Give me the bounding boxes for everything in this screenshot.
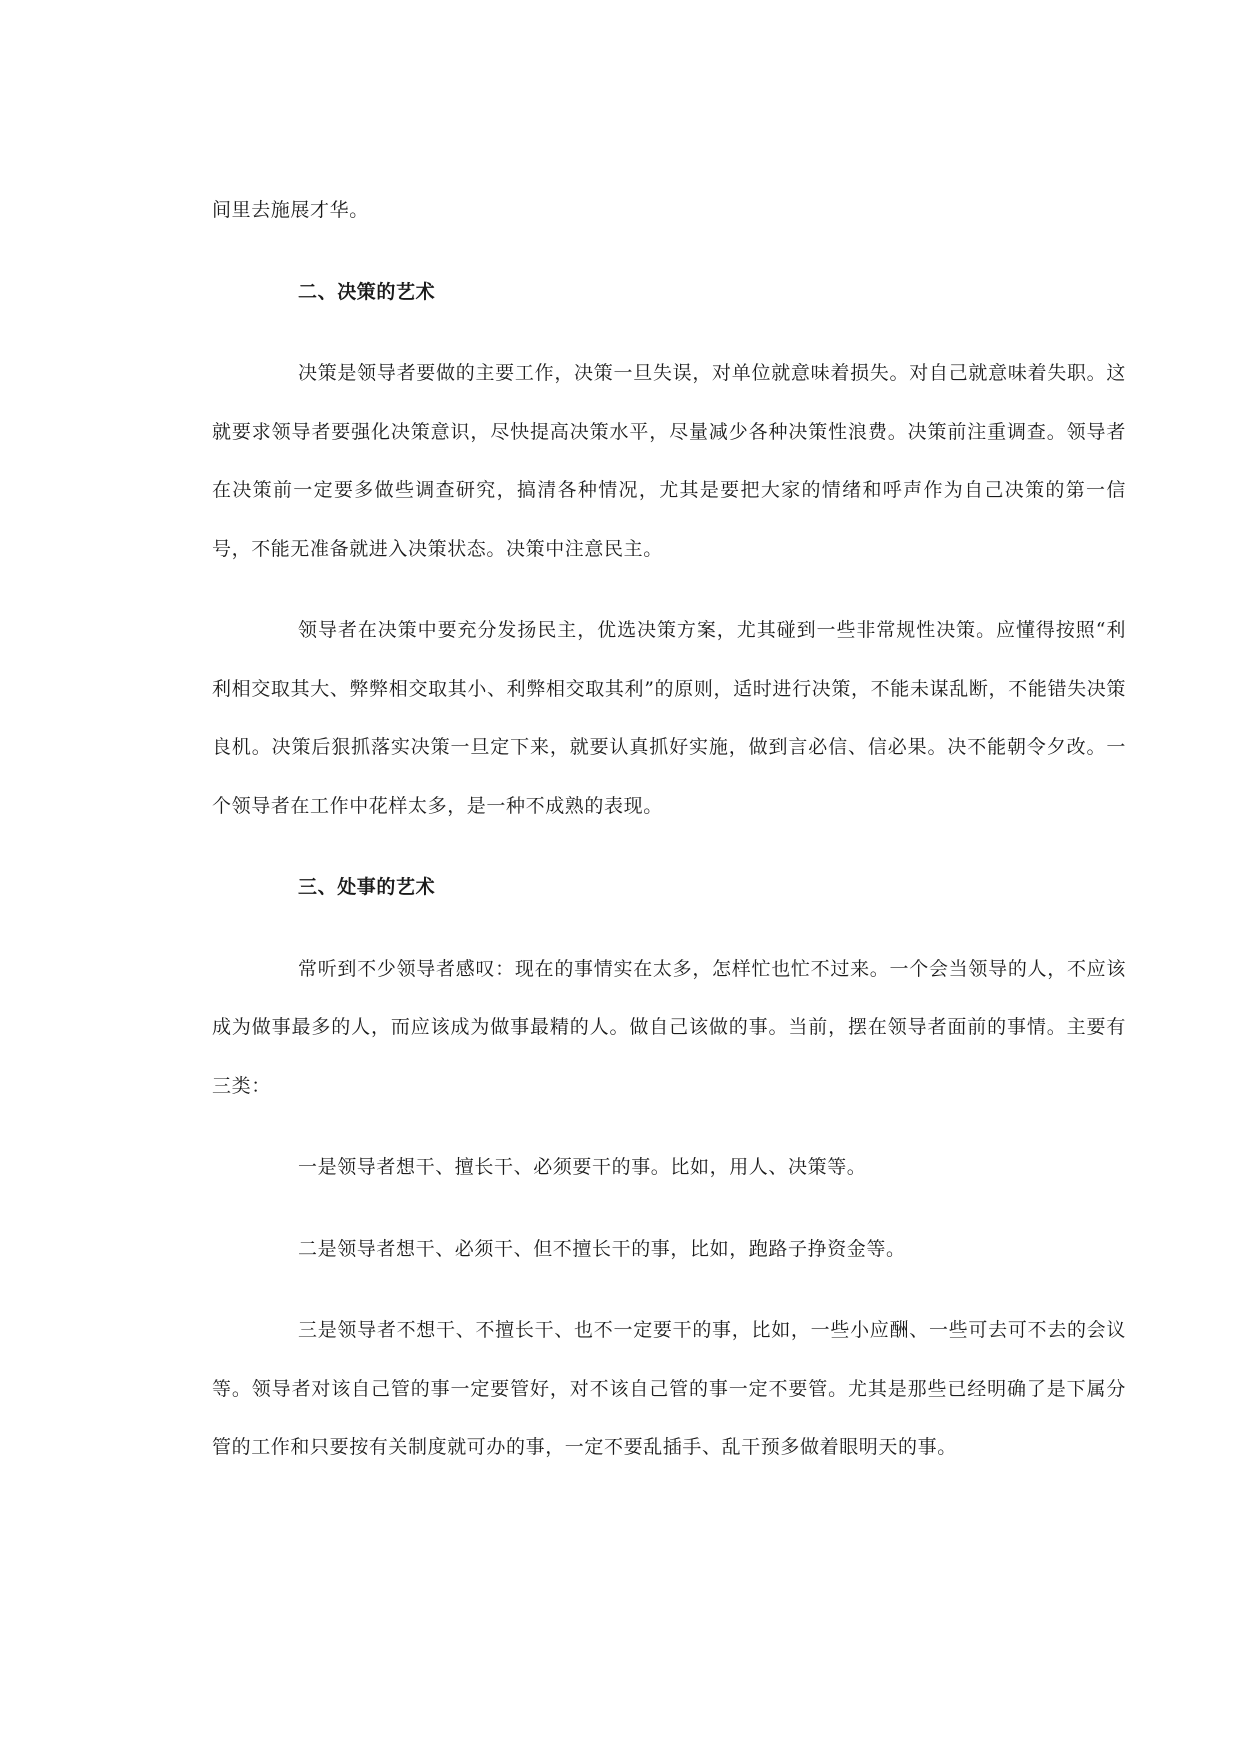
paragraph-decision-democracy: 领导者在决策中要充分发扬民主，优选决策方案，尤其碰到一些非常规性决策。应懂得按照“利利相交取其大、弊弊相交取其小、利弊相交取其利”的原则，适时进行决策，不能未谋乱断，不能错失决策良机。决策后狠抓落实决策一旦定下来，就要认真抓好实施，做到言必信、信必果。决不能朝令夕改。一个领导者在工作中花样太多，是一种不成熟的表现。 [212,619,1126,817]
paragraph-continuation: 间里去施展才华。 [212,199,369,221]
paragraph-affairs-intro: 常听到不少领导者感叹：现在的事情实在太多，怎样忙也忙不过来。一个会当领导的人，不应该成为做事最多的人，而应该成为做事最精的人。做自己该做的事。当前，摆在领导者面前的事情。主要有三类： [212,957,1126,1097]
list-item-type-two: 二是领导者想干、必须干、但不擅长干的事，比如，跑路子挣资金等。 [298,1237,906,1260]
paragraph-decision-intro: 决策是领导者要做的主要工作，决策一旦失误，对单位就意味着损失。对自己就意味着失职。这就要求领导者要强化决策意识，尽快提高决策水平，尽量减少各种决策性浪费。决策前注重调查。领导者在决策前一定要多做些调查研究，搞清各种情况，尤其是要把大家的情绪和呼声作为自己决策的第一信号，不能无准备就进入决策状态。决策中注意民主。 [212,362,1126,560]
section-heading-decision: 二、决策的艺术 [298,280,436,303]
document-body [212,181,1126,1477]
list-item-type-one: 一是领导者想干、擅长干、必须要干的事。比如，用人、决策等。 [298,1156,867,1178]
list-item-type-three: 三是领导者不想干、不擅长干、也不一定要干的事，比如，一些小应酬、一些可去可不去的会议等。领导者对该自己管的事一定要管好，对不该自己管的事一定不要管。尤其是那些已经明确了是下属分管的工作和只要按有关制度就可办的事，一定不要乱插手、乱干预多做着眼明天的事。 [212,1319,1126,1458]
section-heading-handling-affairs: 三、处事的艺术 [298,876,436,898]
